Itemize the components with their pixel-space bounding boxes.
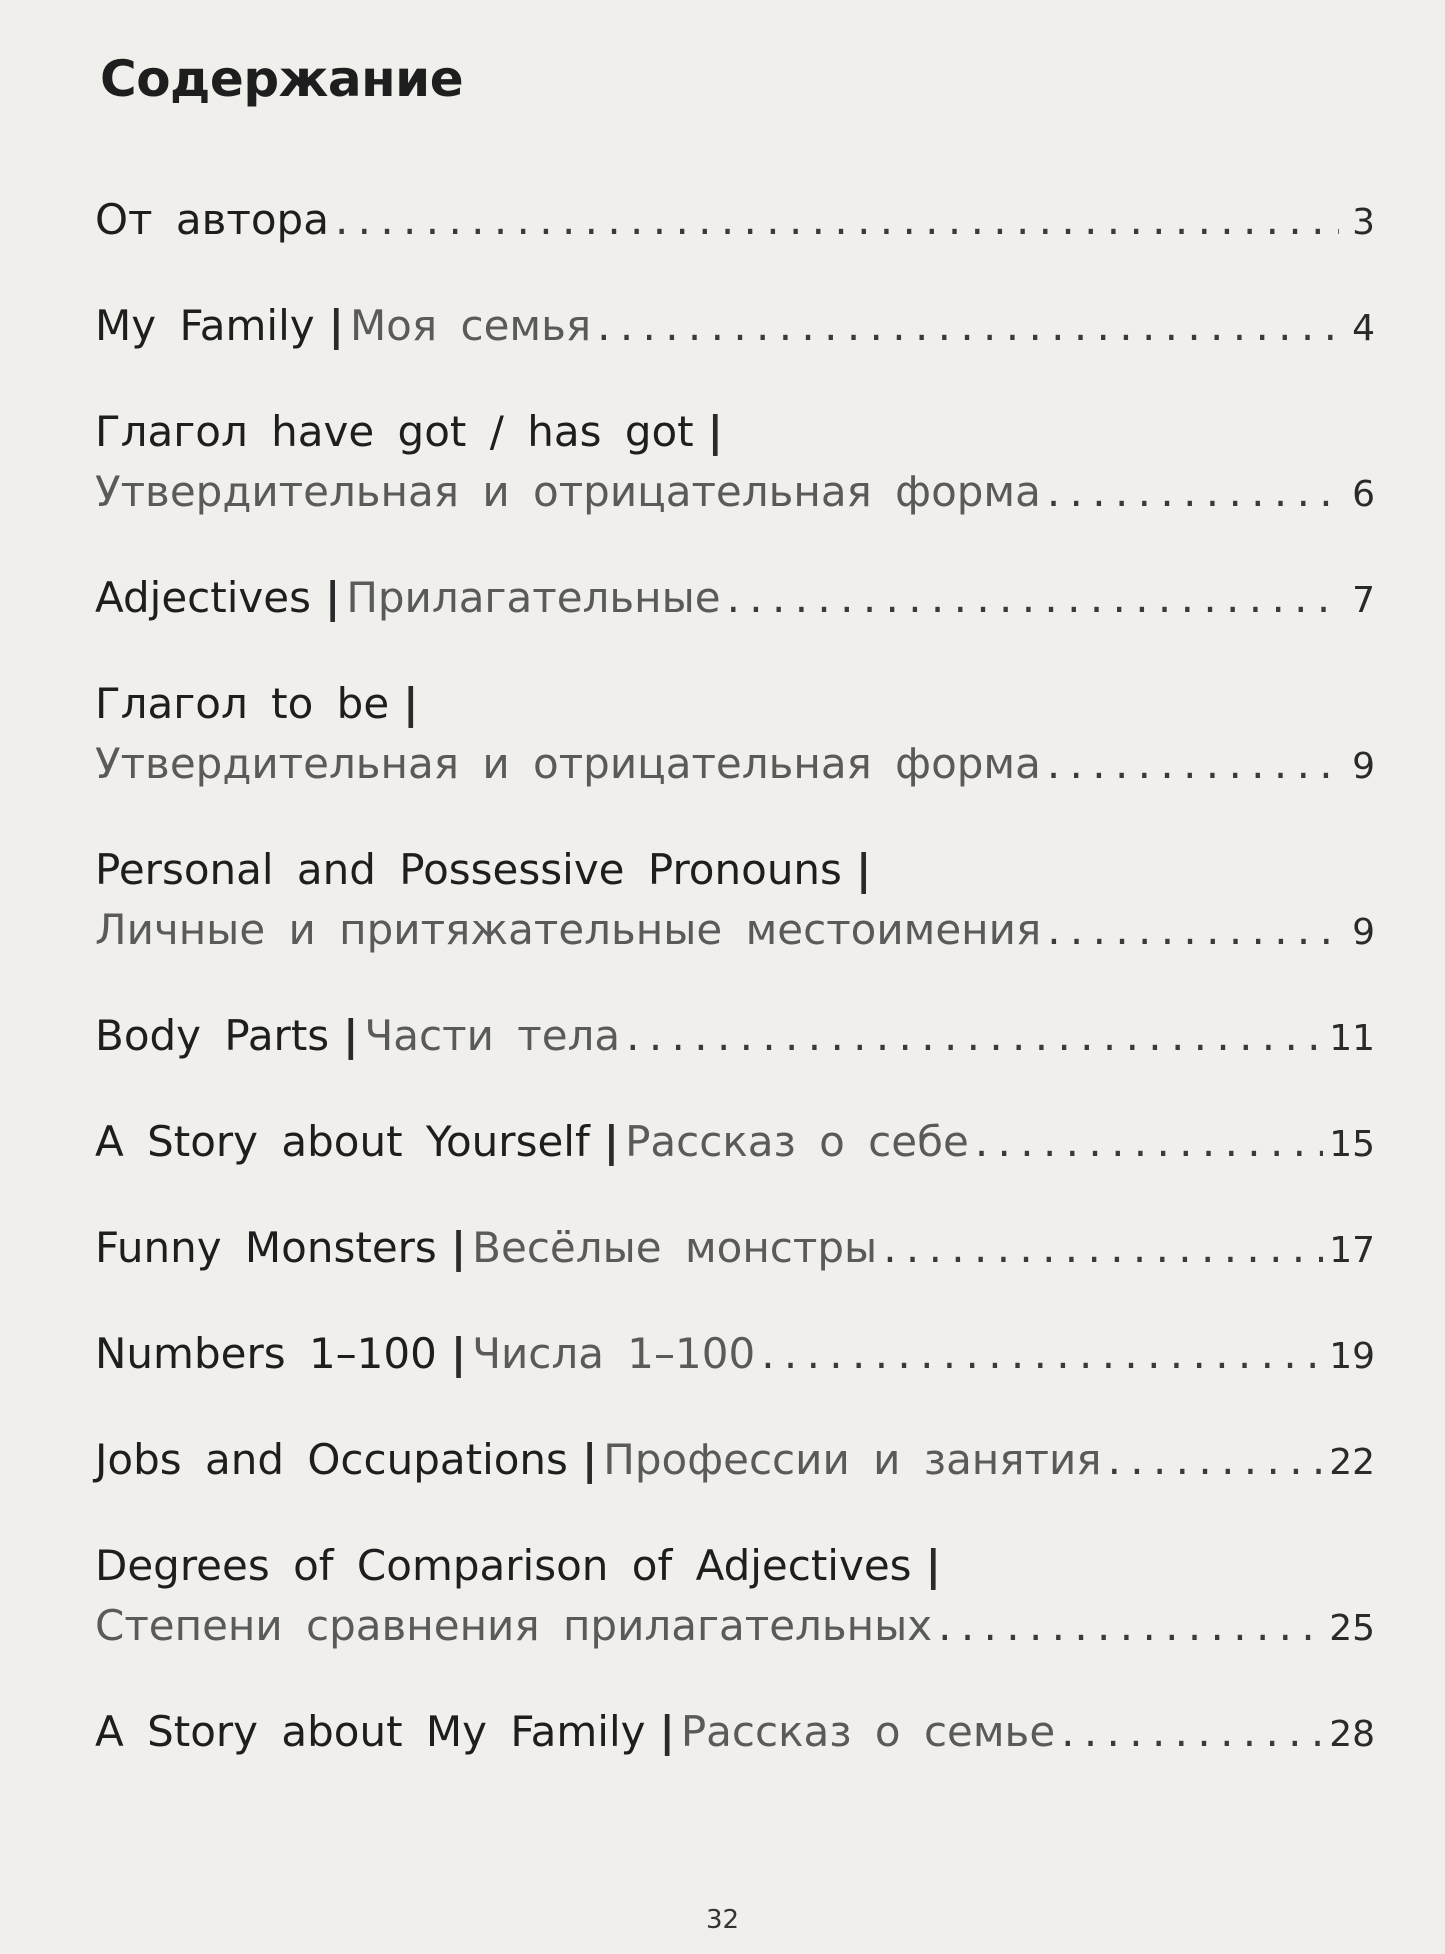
toc-entry-title-en: My Family [95, 301, 315, 350]
toc-entry [95, 1430, 1375, 1493]
toc-entry [95, 1218, 1375, 1281]
toc-entry-title-ru: Числа 1–100 [472, 1329, 756, 1378]
toc-entry-title-en: Глагол to be [95, 679, 390, 728]
toc-entry [95, 190, 1375, 253]
toc-entry-title-ru: Личные и притяжательные местоимения [95, 905, 1042, 954]
toc-entry-page: 9 [1352, 912, 1375, 953]
leader-dots [1108, 1430, 1324, 1490]
toc-separator: | [925, 1541, 941, 1590]
toc-entry [95, 568, 1375, 631]
toc-entry [95, 1536, 1375, 1659]
toc-entry [95, 840, 1375, 963]
toc-entry-page: 4 [1352, 308, 1375, 349]
toc-entry-page: 7 [1352, 580, 1375, 621]
toc-separator: | [403, 679, 419, 728]
toc-entry-title-ru: Рассказ о себе [625, 1117, 969, 1166]
page-number: 32 [705, 1905, 740, 1935]
toc-separator: | [659, 1707, 675, 1756]
toc-entry-title-en: Personal and Possessive Pronouns [95, 845, 842, 894]
toc-entry-title: От автора [95, 195, 329, 244]
toc-entry-page: 9 [1352, 746, 1375, 787]
toc-entry-page: 25 [1329, 1608, 1375, 1649]
toc-entry [95, 402, 1375, 525]
toc-entry [95, 674, 1375, 797]
toc-entry-title-ru: Профессии и занятия [603, 1435, 1102, 1484]
toc-separator: | [328, 301, 344, 350]
toc-separator: | [450, 1329, 467, 1378]
toc-entry-page: 11 [1329, 1018, 1375, 1059]
toc-entry-title-ru: Моя семья [349, 301, 592, 350]
toc-entry [95, 1006, 1375, 1069]
toc-separator: | [855, 845, 872, 894]
toc-separator: | [581, 1435, 598, 1484]
toc-entry-title-ru: Утвердительная и отрицательная форма [95, 467, 1041, 516]
toc-entry-page: 19 [1329, 1336, 1375, 1377]
leader-dots [335, 190, 1339, 250]
toc-entry [95, 1112, 1375, 1175]
toc-entry-page: 22 [1329, 1442, 1375, 1483]
toc-entry-title-en: Numbers 1–100 [95, 1329, 437, 1378]
leader-dots [1047, 900, 1339, 960]
toc-entry-page: 3 [1352, 202, 1375, 243]
toc-entry-page: 17 [1329, 1230, 1375, 1271]
toc-entry-title-ru: Степени сравнения прилагательных [95, 1601, 933, 1650]
toc-entry [95, 296, 1375, 359]
leader-dots [727, 568, 1339, 628]
toc-separator: | [603, 1117, 620, 1166]
toc-entry-page: 15 [1329, 1124, 1375, 1165]
leader-dots [938, 1596, 1323, 1656]
toc-entry-title-ru: Прилагательные [346, 573, 721, 622]
toc-separator: | [343, 1011, 359, 1060]
leader-dots [883, 1218, 1323, 1278]
leader-dots [975, 1112, 1323, 1172]
leader-dots [626, 1006, 1323, 1066]
toc-separator: | [324, 573, 341, 622]
toc-separator: | [450, 1223, 467, 1272]
toc-entry-title-en: Body Parts [95, 1011, 330, 1060]
leader-dots [597, 296, 1339, 356]
toc-entry [95, 1324, 1375, 1387]
toc-separator: | [707, 407, 723, 456]
toc-entry-title-ru: Весёлые монстры [472, 1223, 878, 1272]
toc-entry-title-en: Funny Monsters [95, 1223, 437, 1272]
toc-entry-title-ru: Рассказ о семье [680, 1707, 1056, 1756]
leader-dots [1047, 734, 1339, 794]
toc-entry-title-en: A Story about My Family [95, 1707, 646, 1756]
toc-entry-title-en: Глагол have got / has got [95, 407, 694, 456]
leader-dots [761, 1324, 1323, 1384]
toc-entry-page: 28 [1329, 1714, 1375, 1755]
toc-entry-title-ru: Утвердительная и отрицательная форма [95, 739, 1041, 788]
leader-dots [1047, 462, 1339, 522]
toc-entry-title-ru: Части тела [364, 1011, 621, 1060]
toc-entry-title-en: A Story about Yourself [95, 1117, 590, 1166]
leader-dots [1061, 1702, 1323, 1762]
table-of-contents [95, 190, 1375, 1808]
toc-entry [95, 1702, 1375, 1765]
toc-entry-page: 6 [1352, 474, 1375, 515]
toc-title: Содержание [100, 50, 464, 108]
toc-entry-title-en: Degrees of Comparison of Adjectives [95, 1541, 912, 1590]
toc-entry-title-en: Jobs and Occupations [95, 1435, 568, 1484]
toc-entry-title-en: Adjectives [95, 573, 311, 622]
